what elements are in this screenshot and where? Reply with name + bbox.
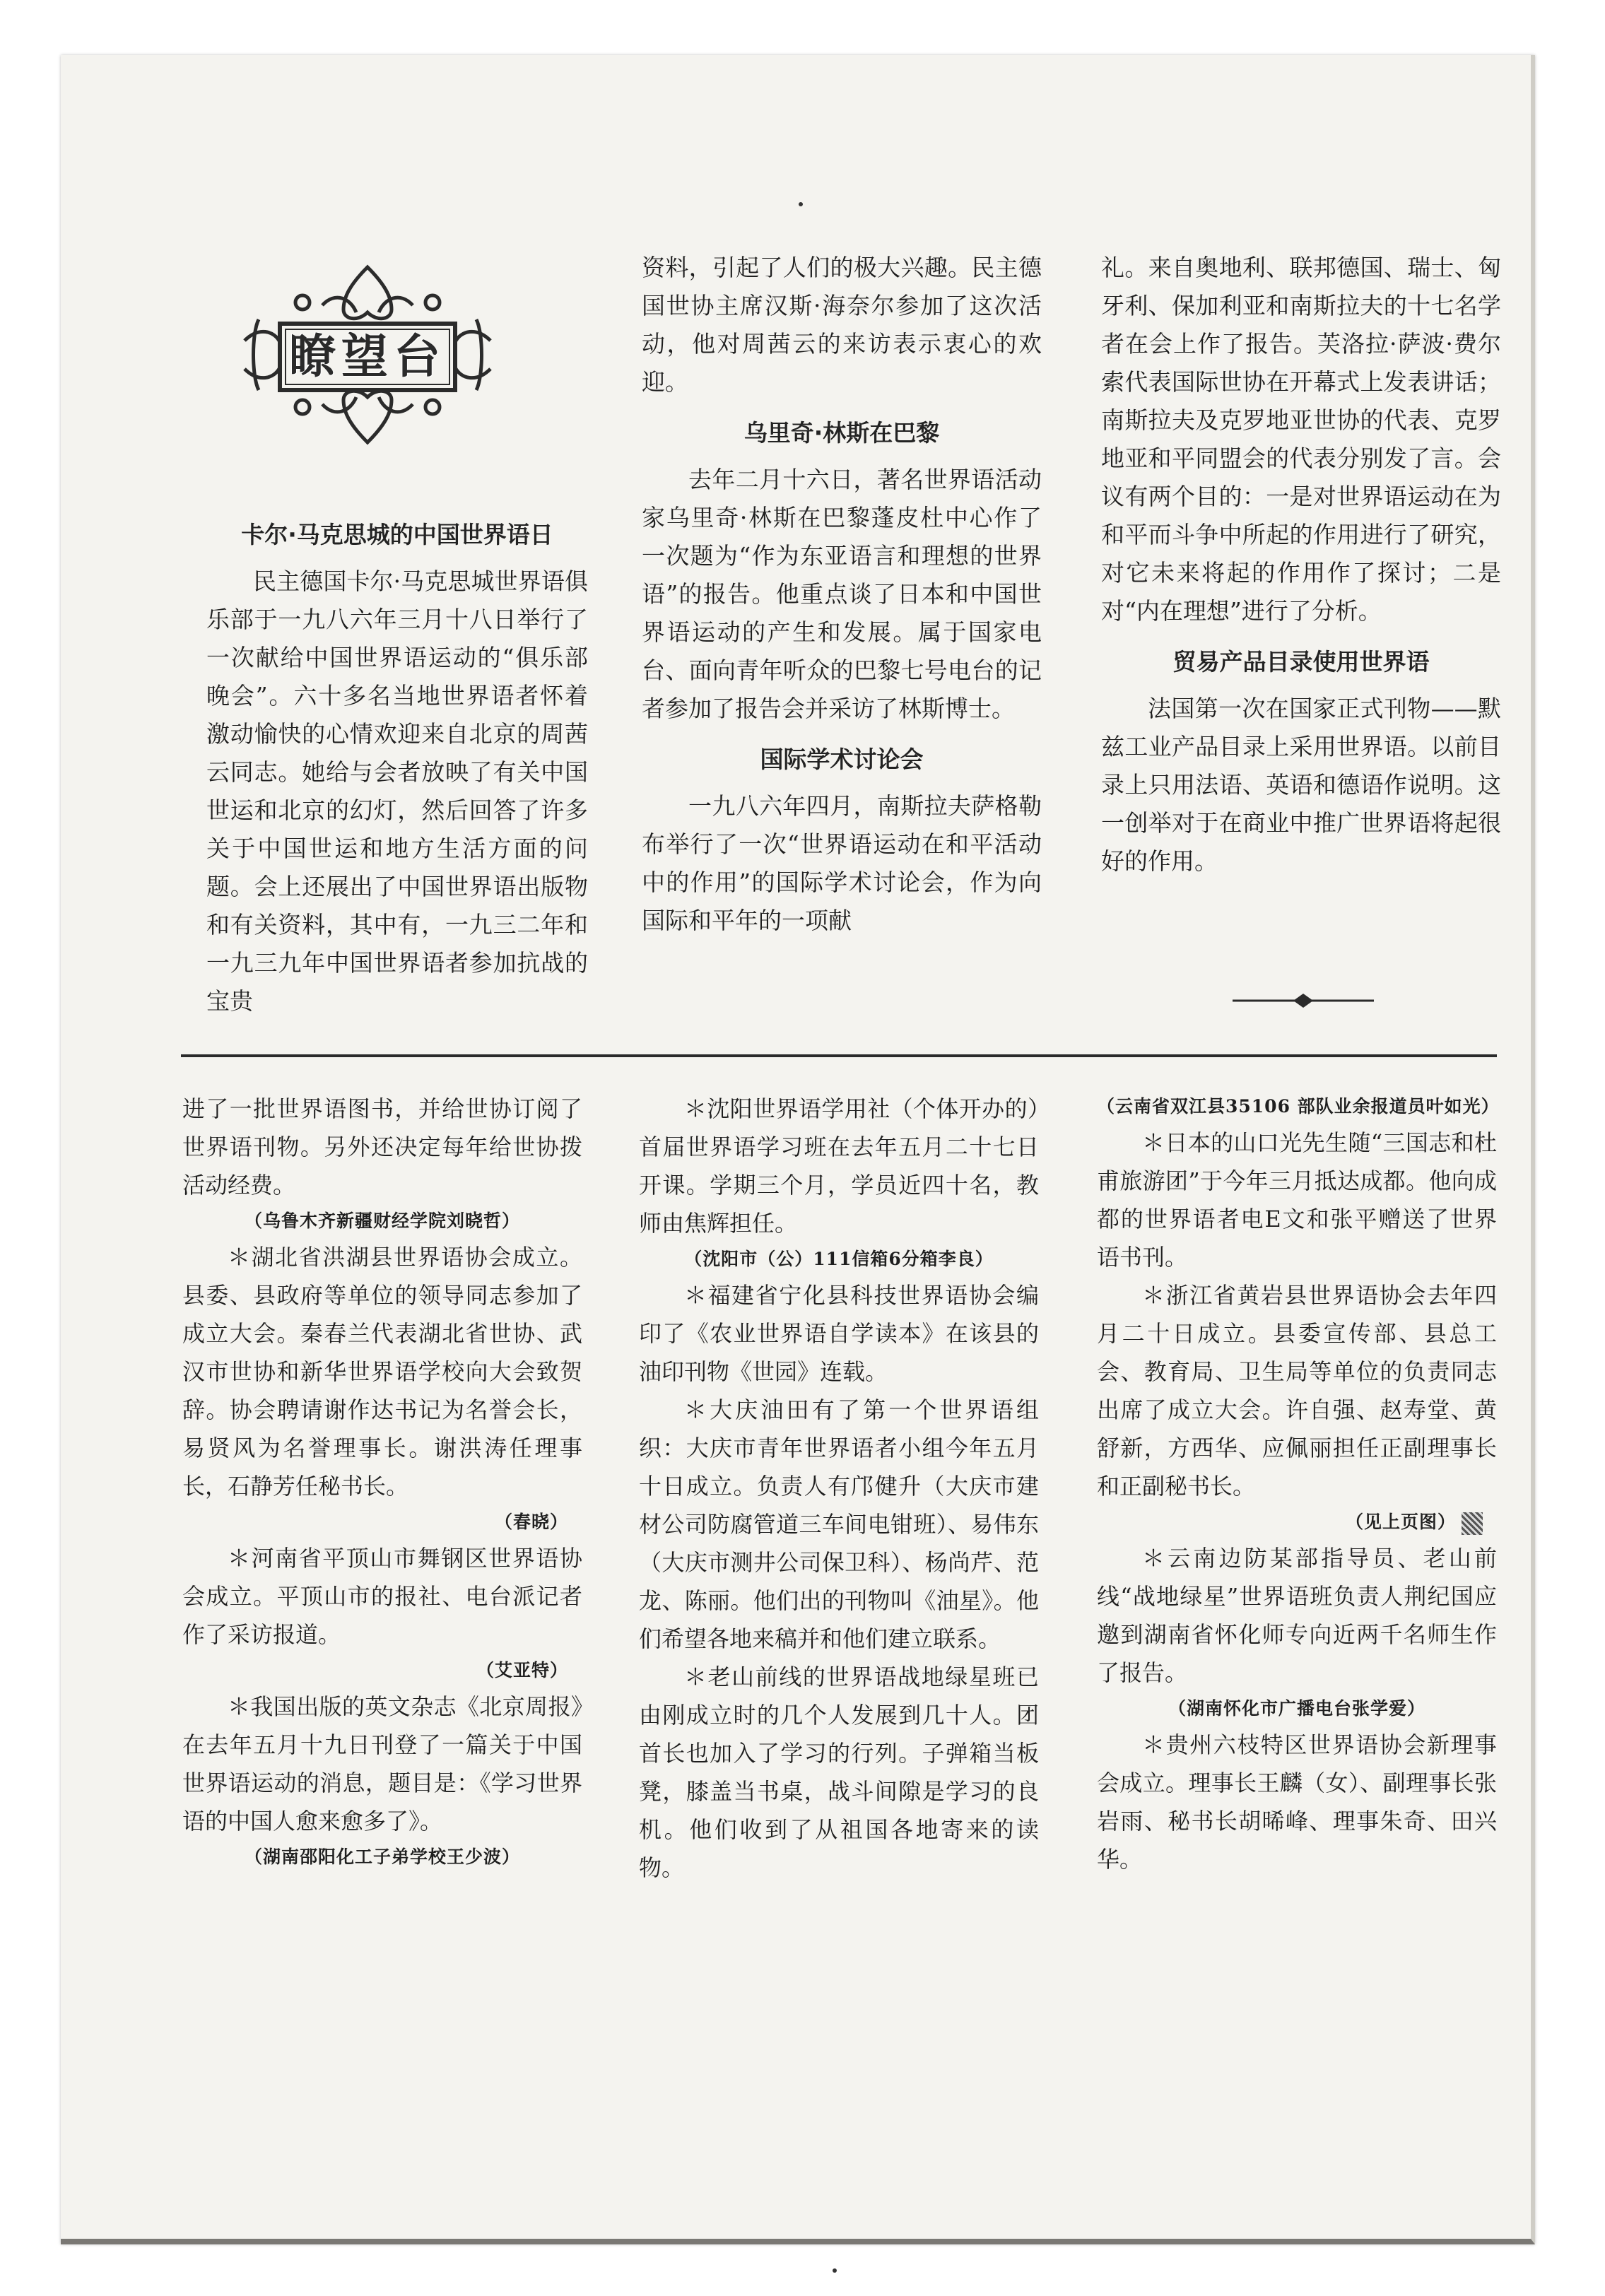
bottom-column-3 <box>1097 1090 1500 1878</box>
bottom-column-2 <box>639 1090 1039 1887</box>
article-heading: 乌里奇·林斯在巴黎 <box>743 419 940 447</box>
news-item: 进了一批世界语图书，并给世协订阅了世界语刊物。另外还决定每年给世协拨活动经费。 <box>182 1095 582 1199</box>
logo-title: 瞭望台 <box>289 329 446 384</box>
news-credit: （乌鲁木齐新疆财经学院刘晓哲） <box>244 1211 520 1231</box>
top-column-2 <box>642 249 1042 940</box>
article-heading: 国际学术讨论会 <box>760 746 924 773</box>
section-divider <box>181 1054 1497 1057</box>
bottom-column-1 <box>182 1090 582 1874</box>
print-speck <box>799 202 803 206</box>
article-heading: 贸易产品目录使用世界语 <box>1172 648 1430 676</box>
news-item: ＊浙江省黄岩县世界语协会去年四月二十日成立。县委宣传部、县总工会、教育局、卫生局等单位的负责同志出席了成立大会。许自强、赵寿堂、黄舒新，方西华、应佩丽担任正副理事长和正副秘书长。 <box>1097 1282 1497 1500</box>
news-item: ＊沈阳世界语学用社（个体开办的）首届世界语学习班在去年五月二十七日开课。学期三个月，学员近四十名，教师由焦辉担任。 <box>639 1095 1039 1237</box>
article-continuation: 资料，引起了人们的极大兴趣。民主德国世协主席汉斯·海奈尔参加了这次活动，他对周茜云的来访表示衷心的欢迎。 <box>642 254 1042 396</box>
news-credit: （艾亚特） <box>476 1660 568 1680</box>
news-item: ＊湖北省洪湖县世界语协会成立。县委、县政府等单位的领导同志参加了成立大会。秦春兰代表湖北省世协、武汉市世协和新华世界语学校向大会致贺辞。协会聘请谢作达书记为名誉会长，易贤风为名誉理事长。谢洪涛任理事长，石静芳任秘书长。 <box>182 1244 582 1500</box>
news-item: ＊福建省宁化县科技世界语协会编印了《农业世界语自学读本》在该县的油印刊物《世园》连载。 <box>639 1282 1039 1385</box>
print-speck <box>833 2268 837 2273</box>
article-continuation: 礼。来自奥地利、联邦德国、瑞士、匈牙利、保加利亚和南斯拉夫的十七名学者在会上作了报告。芙洛拉·萨波·费尔索代表国际世协在开幕式上发表讲话；南斯拉夫及克罗地亚世协的代表、克罗地亚和平同盟会的代表分别发了言。会议有两个目的：一是对世界语运动在为和平而斗争中所起的作用进行了研究，对它未来将起的作用作了探讨；二是对“内在理想”进行了分析。 <box>1101 254 1501 625</box>
news-item: ＊河南省平顶山市舞钢区世界语协会成立。平顶山市的报社、电台派记者作了采访报道。 <box>182 1545 582 1648</box>
print-mark <box>1462 1512 1483 1535</box>
article-heading: 卡尔·马克思城的中国世界语日 <box>241 521 553 548</box>
article-paragraph: 法国第一次在国家正式刊物——默兹工业产品目录上采用世界语。以前目录上只用法语、英语和德语作说明。这一创举对于在商业中推广世界语将起很好的作用。 <box>1101 695 1501 875</box>
news-credit: （沈阳市（公）111信箱6分箱李良） <box>684 1249 994 1269</box>
news-credit: （湖南怀化市广播电台张学爱） <box>1168 1698 1425 1719</box>
news-item: ＊日本的山口光先生随“三国志和杜甫旅游团”于今年三月抵达成都。他向成都的世界语者电E文和张平赠送了世界语书刊。 <box>1097 1129 1497 1271</box>
news-credit: （春晓） <box>494 1512 568 1532</box>
article-paragraph: 民主德国卡尔·马克思城世界语俱乐部于一九八六年三月十八日举行了一次献给中国世界语运动的“俱乐部晚会”。六十多名当地世界语者怀着激动愉快的心情欢迎来自北京的周茜云同志。她给与会者放映了有关中国世运和北京的幻灯，然后回答了许多关于中国世运和地方生活方面的问题。会上还展出了中国世界语出版物和有关资料，其中有，一九三二年和一九三九年中国世界语者参加抗战的宝贵 <box>206 567 588 1015</box>
top-column-3 <box>1101 249 1501 881</box>
news-credit: （云南省双江县35106 部队业余报道员叶如光） <box>1097 1096 1500 1117</box>
news-item: ＊我国出版的英文杂志《北京周报》在去年五月十九日刊登了一篇关于中国世界语运动的消息，题目是：《学习世界语的中国人愈来愈多了》。 <box>182 1693 582 1835</box>
news-item: ＊老山前线的世界语战地绿星班已由刚成立时的几个人发展到几十人。团首长也加入了学习的行列。子弹箱当板凳，膝盖当书桌，战斗间隙是学习的良机。他们收到了从祖国各地寄来的读物。 <box>639 1664 1039 1881</box>
news-credit: （湖南邵阳化工子弟学校王少波） <box>244 1847 520 1867</box>
column-logo <box>237 263 498 447</box>
news-item: ＊贵州六枝特区世界语协会新理事会成立。理事长王麟（女）、副理事长张岩雨、秘书长胡晞峰、理事朱奇、田兴华。 <box>1097 1731 1497 1873</box>
article-paragraph: 一九八六年四月，南斯拉夫萨格勒布举行了一次“世界语运动在和平活动中的作用”的国际学术讨论会，作为向国际和平年的一项献 <box>642 792 1042 934</box>
news-item: ＊云南边防某部指导员、老山前线“战地绿星”世界语班负责人荆纪国应邀到湖南省怀化师专向近两千名师生作了报告。 <box>1097 1545 1497 1686</box>
photo-reference: （见上页图） <box>1345 1512 1456 1532</box>
article-paragraph: 去年二月十六日，著名世界语活动家乌里奇·林斯在巴黎蓬皮杜中心作了一次题为“作为东亚语言和理想的世界语”的报告。他重点谈了日本和中国世界语运动的产生和发展。属于国家电台、面向青年听众的巴黎七号电台的记者参加了报告会并采访了林斯博士。 <box>642 466 1042 722</box>
news-item: ＊大庆油田有了第一个世界语组织：大庆市青年世界语者小组今年五月十日成立。负责人有邝健升（大庆市建材公司防腐管道三车间电钳班）、易伟东（大庆市测井公司保卫科）、杨尚芹、范龙、陈丽。他们出的刊物叫《油星》。他们希望各地来稿并和他们建立联系。 <box>639 1396 1039 1652</box>
top-column-1 <box>206 503 588 1020</box>
news-credit <box>1097 1505 1497 1539</box>
section-end-ornament <box>1233 988 1374 1016</box>
